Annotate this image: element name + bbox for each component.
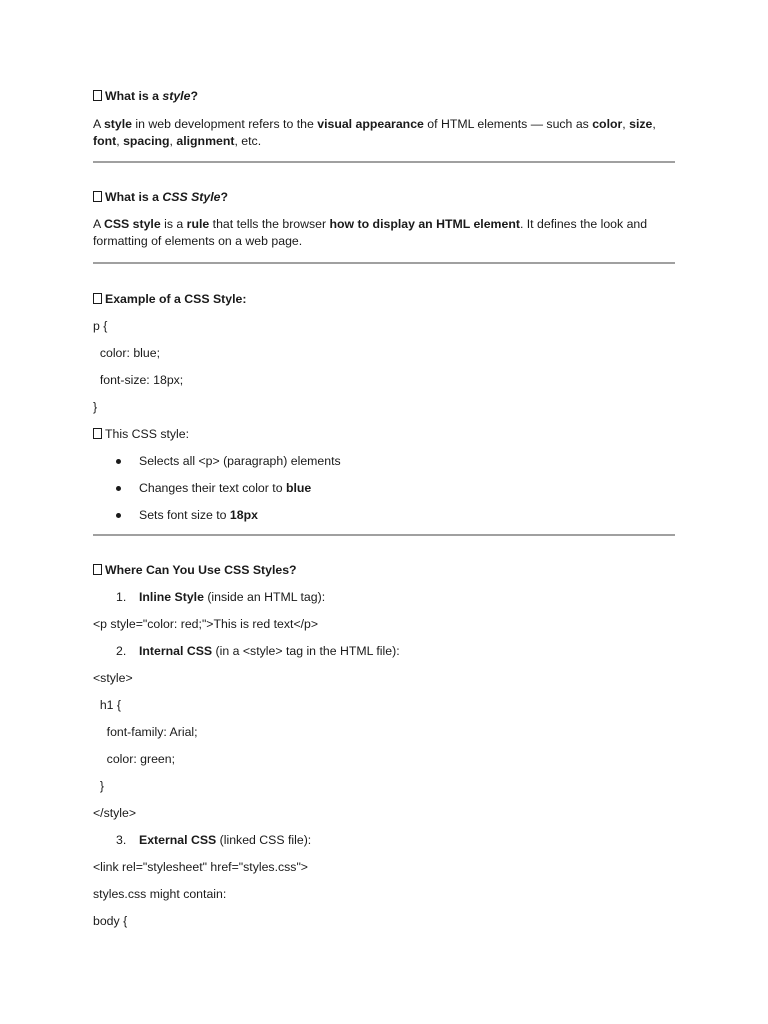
list-item: Changes their text color to blue bbox=[93, 480, 675, 497]
heading-example-css-style: Example of a CSS Style: bbox=[93, 291, 675, 307]
heading-what-is-style: What is a style? bbox=[93, 88, 675, 104]
code-line: color: green; bbox=[93, 752, 176, 766]
heading-what-is-css-style: What is a CSS Style? bbox=[93, 189, 675, 205]
code-line: <style> bbox=[93, 671, 133, 685]
code-line: font-size: 18px; bbox=[93, 373, 184, 387]
code-line: } bbox=[93, 779, 104, 793]
text-line: styles.css might contain: bbox=[93, 887, 227, 901]
list-item: Selects all <p> (paragraph) elements bbox=[93, 453, 675, 470]
code-line: p { bbox=[93, 319, 108, 333]
code-line: body { bbox=[93, 914, 128, 928]
summary-line: This CSS style: bbox=[93, 426, 675, 443]
missing-glyph-icon bbox=[93, 428, 102, 439]
list-item: Sets font size to 18px bbox=[93, 507, 675, 524]
missing-glyph-icon bbox=[93, 90, 102, 101]
paragraph-style-definition: A style in web development refers to the visual appearance of HTML elements — such as color, size, font, spacing, alignment, etc. bbox=[93, 117, 656, 148]
heading-where-use-css: Where Can You Use CSS Styles? bbox=[93, 562, 675, 578]
code-line: color: blue; bbox=[93, 346, 160, 360]
bullet-icon bbox=[116, 513, 121, 518]
numbered-item: 2. Internal CSS (in a <style> tag in the HTML file): bbox=[116, 644, 400, 658]
missing-glyph-icon bbox=[93, 293, 102, 304]
code-line: </style> bbox=[93, 806, 137, 820]
paragraph-css-style-definition: A CSS style is a rule that tells the browser how to display an HTML element. It defines the look and formatting of elements on a web page. bbox=[93, 217, 648, 248]
numbered-item: 1. Inline Style (inside an HTML tag): bbox=[116, 590, 326, 604]
code-line: h1 { bbox=[93, 698, 122, 712]
code-line: font-family: Arial; bbox=[93, 725, 198, 739]
code-line: <link rel="stylesheet" href="styles.css"> bbox=[93, 860, 308, 874]
document-content bbox=[93, 88, 675, 930]
bullet-icon bbox=[116, 459, 121, 464]
bullet-icon bbox=[116, 486, 121, 491]
code-line: <p style="color: red;">This is red text</p> bbox=[93, 617, 319, 631]
bullet-list bbox=[93, 453, 675, 524]
code-line: } bbox=[93, 400, 98, 414]
numbered-item: 3. External CSS (linked CSS file): bbox=[116, 833, 312, 847]
missing-glyph-icon bbox=[93, 564, 102, 575]
missing-glyph-icon bbox=[93, 191, 102, 202]
